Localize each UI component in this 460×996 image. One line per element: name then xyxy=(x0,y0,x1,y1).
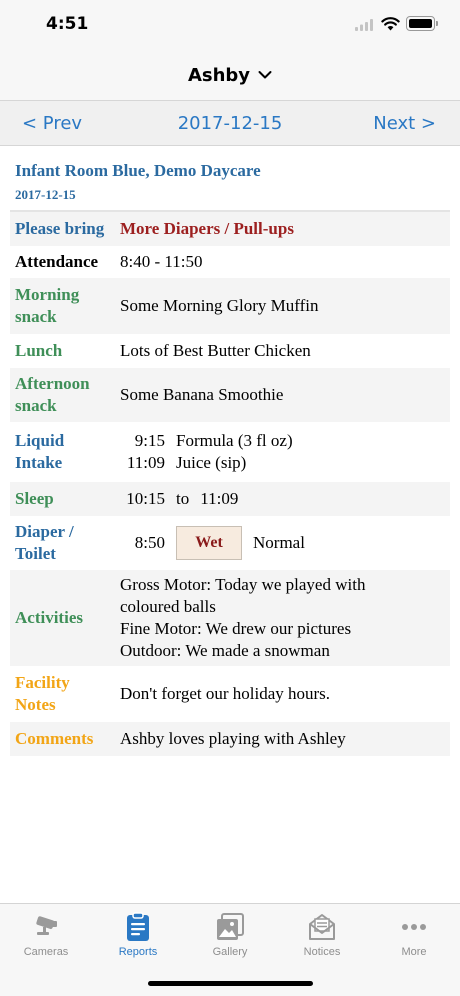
date-navigation xyxy=(0,100,460,146)
comments-row xyxy=(10,722,450,756)
report-date: 2017-12-15 xyxy=(15,187,76,202)
morning-snack-value: Some Morning Glory Muffin xyxy=(120,296,319,315)
diaper-row xyxy=(10,516,450,570)
top-bar xyxy=(0,0,460,100)
sleep-label: Sleep xyxy=(15,489,54,508)
afternoon-snack-label: Afternoon snack xyxy=(15,374,90,415)
activity-line: Gross Motor: Today we played with xyxy=(120,575,366,594)
envelope-icon xyxy=(307,912,337,942)
tab-more[interactable]: More xyxy=(368,912,460,964)
lunch-value: Lots of Best Butter Chicken xyxy=(120,341,311,360)
comments-label: Comments xyxy=(15,729,94,748)
morning-snack-row xyxy=(10,278,450,334)
facility-notes-value: Don't forget our holiday hours. xyxy=(120,684,331,703)
diaper-time: 8:50 xyxy=(134,533,165,552)
wifi-icon xyxy=(381,16,400,31)
liquid-intake-row xyxy=(10,422,450,482)
activity-line: coloured balls xyxy=(120,597,216,616)
afternoon-snack-row xyxy=(10,368,450,422)
lunch-row xyxy=(10,334,450,368)
child-name: Ashby xyxy=(187,64,251,86)
attendance-value: 8:40 - 11:50 xyxy=(120,252,203,271)
liquid-entry: 11:09 Juice (sip) xyxy=(126,453,247,472)
more-dots-icon xyxy=(399,912,429,942)
activities-row xyxy=(10,570,450,666)
cellular-signal-icon xyxy=(355,19,373,31)
diaper-label: Diaper / Toilet xyxy=(15,522,74,563)
activities-label: Activities xyxy=(15,608,83,627)
current-date[interactable]: 2017-12-15 xyxy=(177,113,283,134)
status-time: 4:51 xyxy=(46,14,89,34)
please-bring-value: More Diapers / Pull-ups xyxy=(120,219,294,238)
clipboard-icon xyxy=(123,912,153,942)
chevron-down-icon xyxy=(258,70,272,80)
liquid-entry: 9:15 Formula (3 fl oz) xyxy=(134,431,293,450)
prev-day-button[interactable]: < Prev xyxy=(22,113,83,134)
attendance-label: Attendance xyxy=(15,252,99,271)
tab-notices[interactable]: Notices xyxy=(276,912,368,964)
room-name: Infant Room Blue, Demo Daycare xyxy=(15,161,261,180)
attendance-row xyxy=(10,246,450,278)
tab-cameras[interactable]: Cameras xyxy=(0,912,92,964)
liquid-intake-label: Liquid Intake xyxy=(15,431,65,472)
daily-report xyxy=(10,155,450,756)
report-header xyxy=(10,155,450,212)
activity-line: Fine Motor: We drew our pictures xyxy=(120,619,352,638)
facility-notes-label: Facility Notes xyxy=(15,673,70,714)
battery-icon xyxy=(406,16,435,31)
activities-value xyxy=(120,574,450,662)
sleep-value xyxy=(120,488,450,510)
diaper-type-badge: Wet xyxy=(176,526,242,560)
facility-notes-row xyxy=(10,666,450,722)
morning-snack-label: Morning snack xyxy=(15,285,80,326)
gallery-icon xyxy=(215,912,245,942)
sleep-end: 11:09 xyxy=(200,489,239,508)
diaper-value xyxy=(120,526,450,560)
child-selector[interactable] xyxy=(0,62,460,88)
lunch-label: Lunch xyxy=(15,341,63,360)
sleep-to: to xyxy=(176,489,190,508)
sleep-row xyxy=(10,482,450,516)
tab-reports[interactable]: Reports xyxy=(92,912,184,964)
tab-gallery[interactable]: Gallery xyxy=(184,912,276,964)
home-indicator xyxy=(148,981,313,986)
liquid-intake-list xyxy=(120,430,450,474)
please-bring-row xyxy=(10,212,450,246)
camera-icon xyxy=(31,912,61,942)
afternoon-snack-value: Some Banana Smoothie xyxy=(120,385,284,404)
next-day-button[interactable]: Next > xyxy=(373,113,436,134)
sleep-start: 10:15 xyxy=(126,489,165,508)
diaper-status: Normal xyxy=(253,533,305,552)
please-bring-label: Please bring xyxy=(15,219,105,238)
activity-line: Outdoor: We made a snowman xyxy=(120,641,330,660)
comments-value: Ashby loves playing with Ashley xyxy=(120,729,346,748)
